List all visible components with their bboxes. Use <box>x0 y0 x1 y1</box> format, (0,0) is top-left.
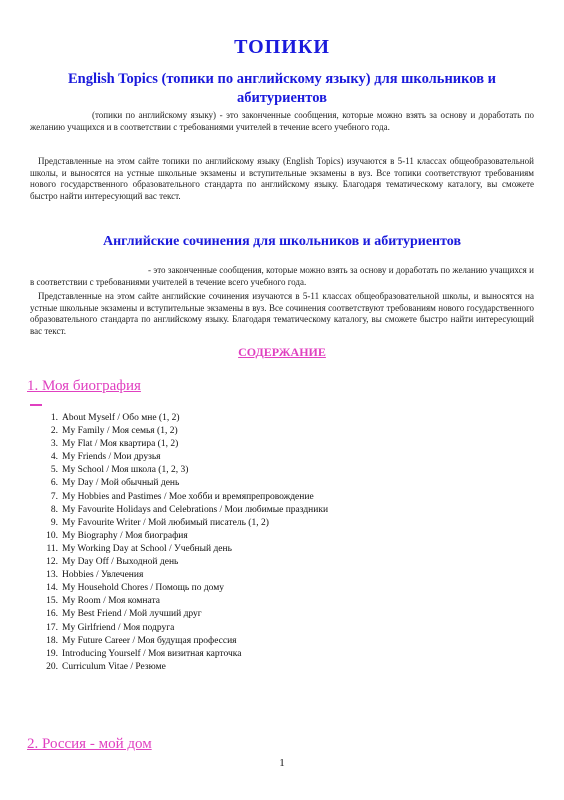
page-subtitle: English Topics (топики по английскому языку) для школьников и абитуриентов <box>67 71 497 106</box>
essays-paragraph-2: Представленные на этом сайте английские сочинения изучаются в 5-11 классах общеобразовательной школы, и выносятся на устные школьные экзамены и вступительные экзамены в вуз. Все сочинения соответствуют требованиям нового государственного образовательного стандарта по английскому языку. Благодаря тематическому каталогу, вы сможете быстро найти интересующий вас текст. <box>30 291 534 336</box>
toc-item-number: 15. <box>46 596 58 607</box>
toc-item-text: My Household Chores / Помощь по дому <box>62 583 225 594</box>
toc-item-number: 7. <box>50 491 58 502</box>
intro-paragraph-2: Представленные на этом сайте топики по английскому языку (English Topics) изучаются в 5-11 классах общеобразовательной школы, и выносятся на устные школьные экзамены и вступительные экзамены в вуз. Все топики соответствуют требованиям нового государственного образовательного стандарта по английскому языку. Благодаря тематическому каталогу, вы сможете быстро найти интересующий вас текст. <box>30 156 534 201</box>
toc-item[interactable] <box>30 451 328 464</box>
toc-item[interactable] <box>30 438 328 451</box>
toc-item-text: My Working Day at School / Учебный день <box>62 543 232 554</box>
toc-item-number: 3. <box>50 439 58 450</box>
toc-item-number: 4. <box>50 452 58 463</box>
toc-item[interactable] <box>30 622 328 635</box>
toc-item-text: My Hobbies and Pastimes / Мое хобби и времяпрепровождение <box>62 491 314 502</box>
section-heading: Английские сочинения для школьников и абитуриентов <box>102 234 462 249</box>
toc-item-number: 19. <box>46 648 58 659</box>
toc-item-text: My Flat / Моя квартира (1, 2) <box>62 439 179 450</box>
toc-item-number: 14. <box>46 583 58 594</box>
toc-item-text: My Biography / Моя биография <box>62 530 188 541</box>
page-number: 1 <box>279 757 285 769</box>
toc-item-text: My Day Off / Выходной день <box>62 557 179 568</box>
section-2-link[interactable]: 2. Россия - мой дом <box>27 736 152 752</box>
toc-item-number: 18. <box>46 635 58 646</box>
toc-item-text: My School / Моя школа (1, 2, 3) <box>62 465 189 476</box>
toc-item[interactable] <box>30 504 328 517</box>
toc-item-number: 17. <box>46 622 58 633</box>
toc-item[interactable] <box>30 595 328 608</box>
toc-item-text: My Family / Моя семья (1, 2) <box>62 426 178 437</box>
toc-item[interactable] <box>30 517 328 530</box>
toc-item-number: 8. <box>50 504 58 515</box>
toc-item[interactable] <box>30 491 328 504</box>
toc-item-number: 11. <box>46 543 58 554</box>
toc-item[interactable] <box>30 477 328 490</box>
toc-item[interactable] <box>30 425 328 438</box>
toc-item-number: 13. <box>46 570 58 581</box>
toc-item-text: My Future Career / Моя будущая профессия <box>62 635 237 646</box>
toc-item[interactable] <box>30 608 328 621</box>
toc-item-text: My Day / Мой обычный день <box>62 478 180 489</box>
toc-item[interactable] <box>30 464 328 477</box>
toc-item[interactable] <box>30 556 328 569</box>
toc-item[interactable] <box>30 582 328 595</box>
toc-item-number: 16. <box>46 609 58 620</box>
toc-item-text: My Girlfriend / Моя подруга <box>62 622 175 633</box>
toc-item[interactable] <box>30 648 328 661</box>
intro-paragraph-1: (топики по английскому языку) - это законченные сообщения, которые можно взять за основу и доработать по желанию учащихся и в соответствии с требованиями учителей в течение всего учебного года. <box>30 110 534 132</box>
toc-item[interactable] <box>30 543 328 556</box>
toc-item[interactable] <box>30 661 328 674</box>
toc-item-text: Curriculum Vitae / Резюме <box>62 661 166 672</box>
toc-item-text: About Myself / Обо мне (1, 2) <box>62 413 180 423</box>
toc-item-text: My Favourite Holidays and Celebrations / Мои любимые праздники <box>62 504 329 515</box>
toc-item-text: My Best Friend / Мой лучший друг <box>62 609 202 620</box>
toc-item[interactable] <box>30 530 328 543</box>
toc-item[interactable] <box>30 412 328 425</box>
toc-item-text: Hobbies / Увлечения <box>62 570 144 581</box>
toc-item-number: 12. <box>46 557 58 568</box>
toc-item-number: 9. <box>50 517 58 528</box>
table-of-contents <box>30 412 328 674</box>
toc-item-number: 6. <box>50 478 58 489</box>
toc-item-text: Introducing Yourself / Моя визитная карточка <box>62 648 242 659</box>
toc-item-number: 5. <box>50 465 58 476</box>
toc-item-number: 20. <box>46 661 58 672</box>
toc-item-number: 1. <box>50 413 58 423</box>
toc-item[interactable] <box>30 635 328 648</box>
section-1-marker <box>30 404 42 406</box>
toc-item-number: 2. <box>50 426 58 437</box>
toc-item-text: My Friends / Мои друзья <box>62 452 161 463</box>
page-title: ТОПИКИ <box>234 36 330 58</box>
toc-item-text: My Room / Моя комната <box>62 596 160 607</box>
essays-paragraph-1: - это законченные сообщения, которые можно взять за основу и доработать по желанию учащихся и в соответствии с требованиями учителей в течение всего учебного года. <box>30 265 534 287</box>
toc-item-number: 10. <box>46 530 58 541</box>
contents-heading: СОДЕРЖАНИЕ <box>238 345 326 359</box>
toc-item[interactable] <box>30 569 328 582</box>
toc-item-text: My Favourite Writer / Мой любимый писатель (1, 2) <box>62 517 269 528</box>
section-1-link[interactable]: 1. Моя биография <box>27 378 141 394</box>
